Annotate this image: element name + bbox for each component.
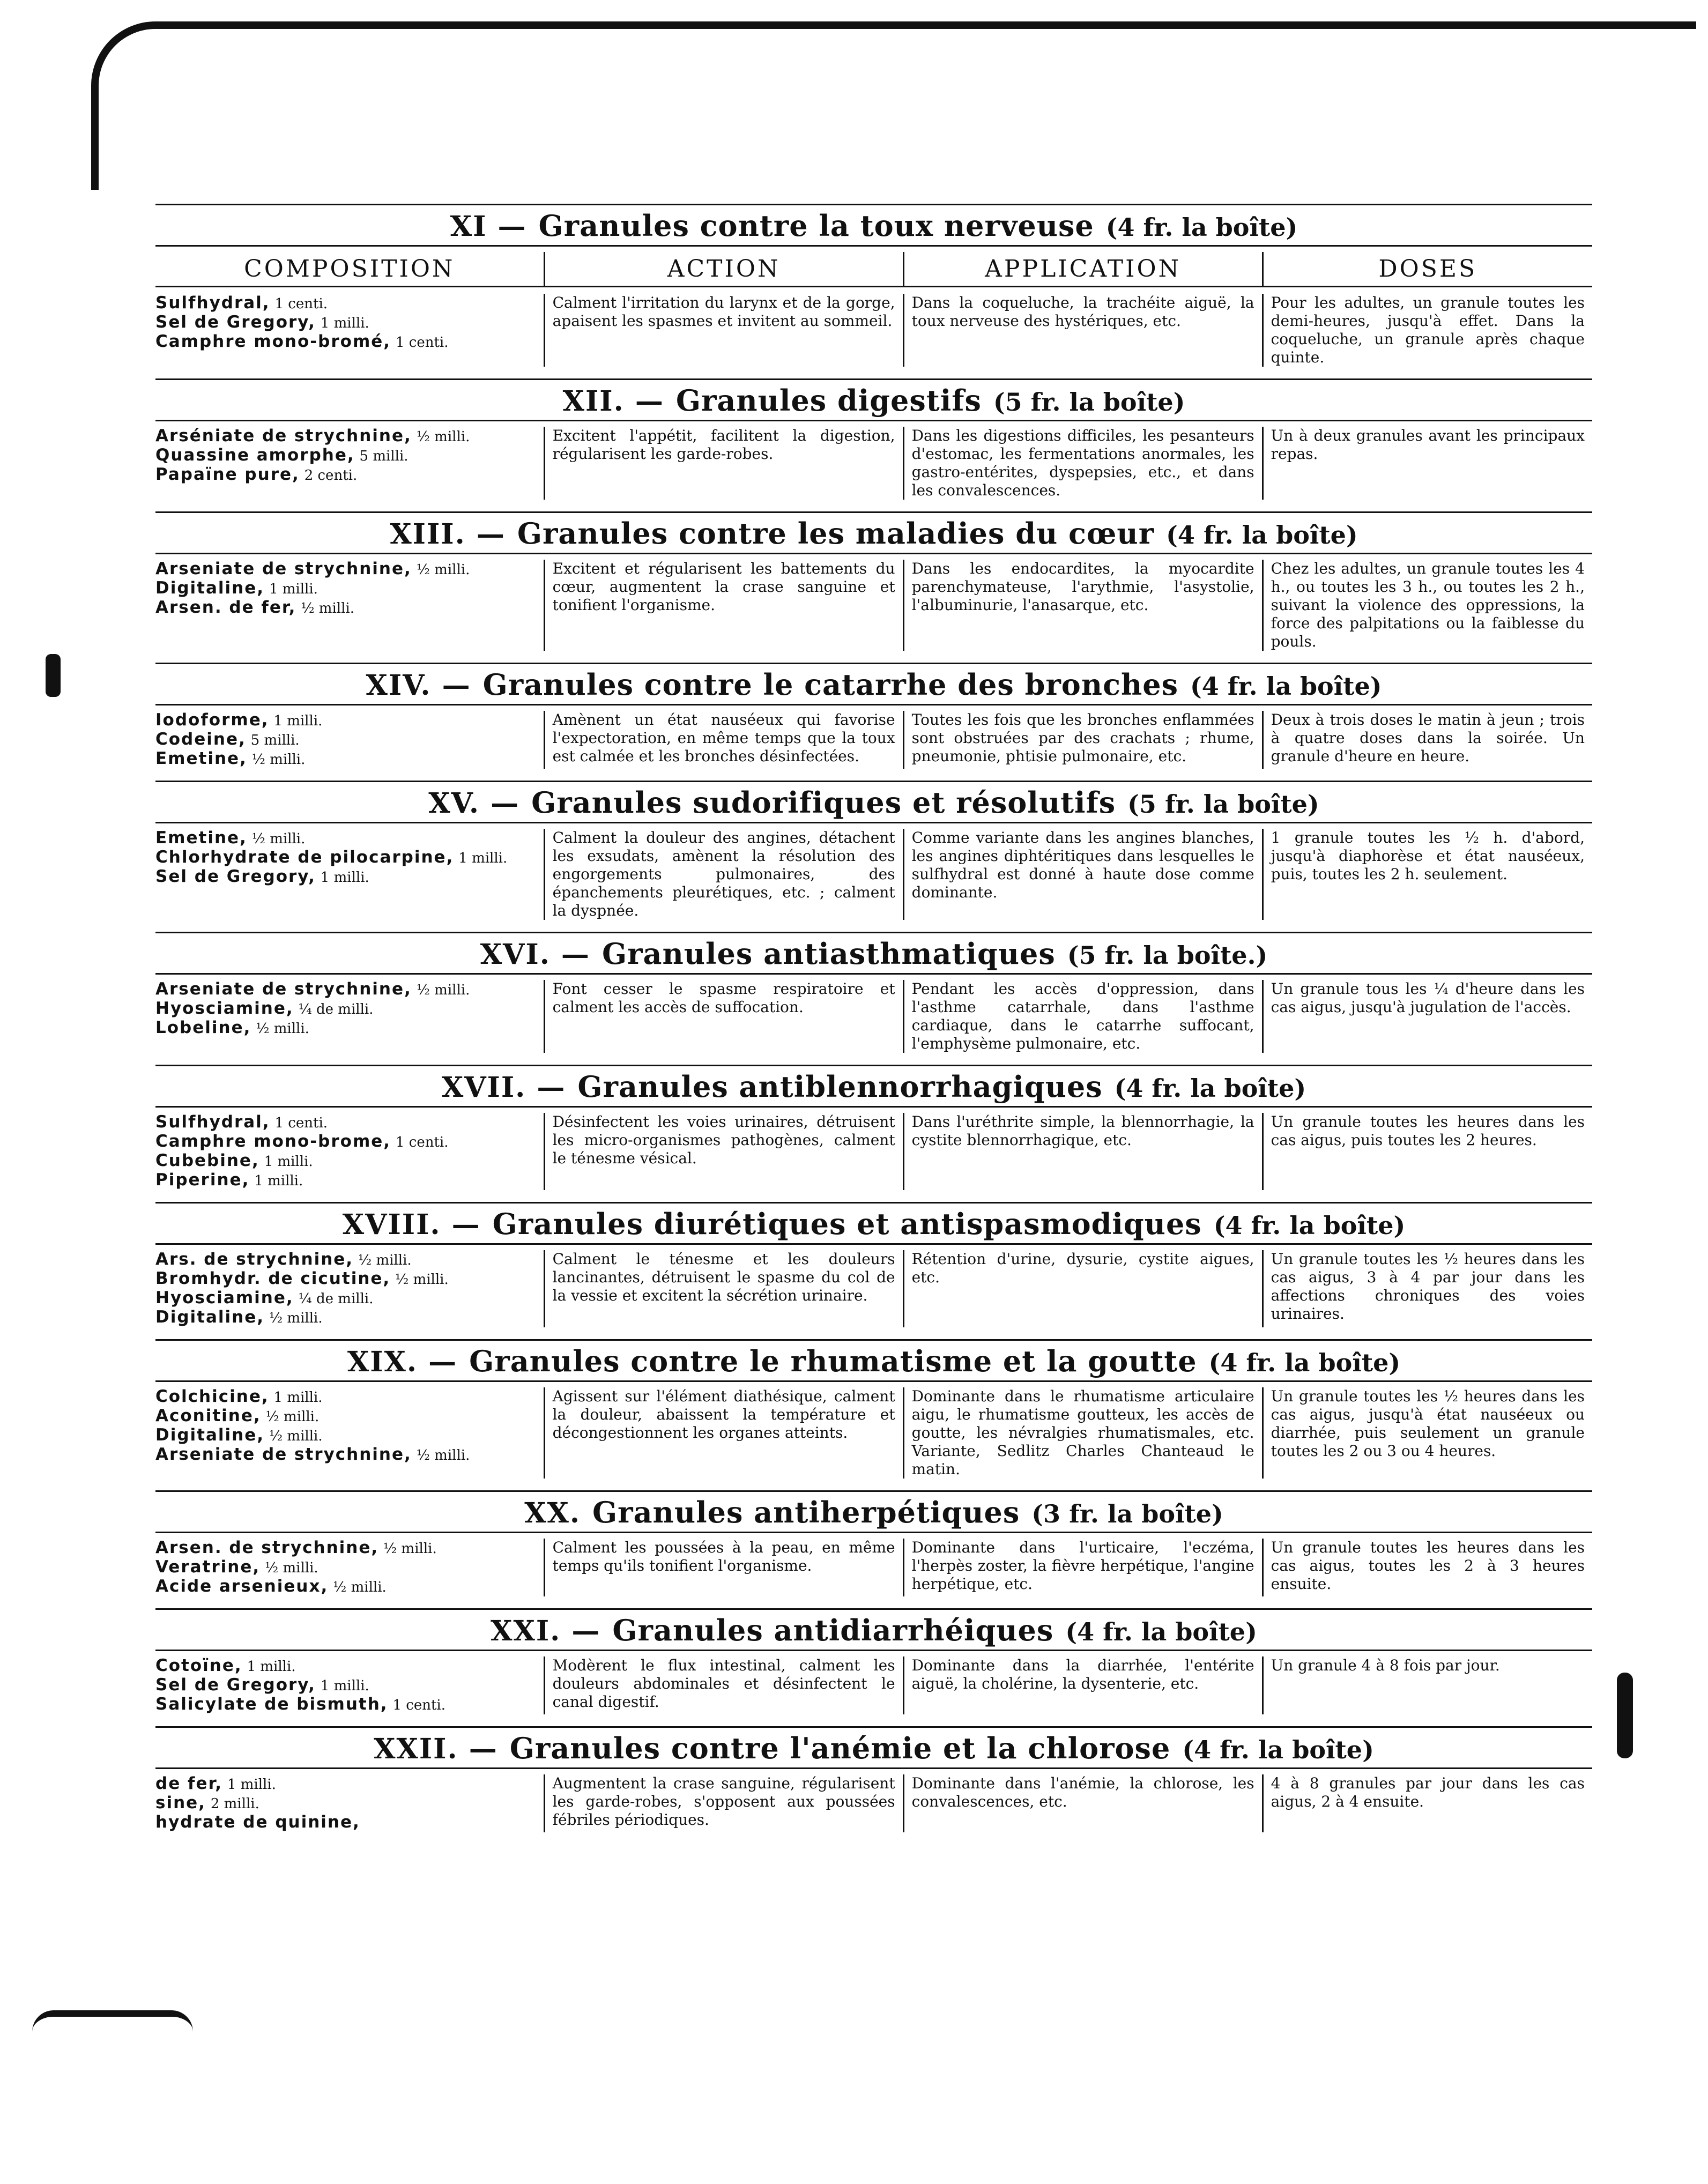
composition-cell — [155, 829, 544, 920]
composition-cell — [155, 1774, 544, 1832]
ingredient — [155, 1445, 536, 1465]
ingredient — [155, 1695, 536, 1714]
composition-cell — [155, 711, 544, 769]
ingredient-name: Sulfhydral, — [155, 1113, 270, 1132]
ingredient-name: Camphre mono-bromé, — [155, 332, 391, 351]
composition-cell — [155, 560, 544, 651]
ingredient-name: Bromhydr. de cicutine, — [155, 1269, 391, 1288]
ingredient-dose: ½ milli. — [256, 1021, 309, 1037]
ingredient — [155, 749, 536, 769]
application-cell: Dominante dans l'urticaire, l'eczéma, l'herpès zoster, la fièvre herpétique, l'angine herpétique, etc. — [903, 1539, 1262, 1596]
section-row — [155, 1250, 1592, 1327]
ingredient — [155, 1132, 536, 1152]
doses-cell: Chez les adultes, un granule toutes les 4 h., ou toutes les 3 h., ou toutes les 2 h., suivant la violence des oppressions, la force des palpitations ou la faiblesse du pouls. — [1262, 560, 1592, 651]
ingredient-dose: ½ milli. — [269, 1310, 323, 1326]
ingredient — [155, 560, 536, 579]
section-heading — [155, 663, 1592, 705]
doses-cell: Un granule tous les ¼ d'heure dans les cas aigus, jusqu'à jugulation de l'accès. — [1262, 980, 1592, 1053]
ingredient — [155, 1774, 536, 1794]
section-title: Granules diurétiques et antispasmodiques — [492, 1207, 1202, 1241]
ingredient-name: Sulfhydral, — [155, 294, 270, 313]
section-number: XIX. — — [347, 1346, 458, 1378]
composition-cell — [155, 1656, 544, 1714]
ingredient — [155, 313, 536, 332]
section-row — [155, 1774, 1592, 1832]
section-row — [155, 427, 1592, 500]
granule-section — [155, 378, 1592, 511]
section-price: (4 fr. la boîte) — [1182, 1735, 1374, 1764]
composition-cell — [155, 1387, 544, 1479]
ingredient-dose: 1 centi. — [395, 335, 449, 351]
ingredient-dose: 2 centi. — [304, 467, 358, 484]
ingredient-dose: 1 milli. — [254, 1173, 303, 1189]
ingredient — [155, 465, 536, 485]
section-heading — [155, 204, 1592, 247]
application-cell: Toutes les fois que les bronches enflammées sont obstruées par des crachats ; rhume, pneumonie, phtisie pulmonaire, etc. — [903, 711, 1262, 769]
composition-cell — [155, 1539, 544, 1596]
ingredient-name: hydrate de quinine, — [155, 1812, 360, 1832]
composition-cell — [155, 1250, 544, 1327]
ingredient — [155, 1577, 536, 1596]
ingredient — [155, 1407, 536, 1426]
section-row — [155, 294, 1592, 367]
ingredient — [155, 579, 536, 598]
action-cell: Calment les poussées à la peau, en même temps qu'ils tonifient l'organisme. — [544, 1539, 903, 1596]
section-heading — [155, 378, 1592, 421]
ingredient-dose: ½ milli. — [251, 831, 306, 847]
ingredient-dose: ½ milli. — [269, 1428, 323, 1444]
ingredient-dose: 1 centi. — [395, 1134, 449, 1150]
ingredient — [155, 1113, 536, 1132]
granule-section — [155, 781, 1592, 932]
ingredient-dose: ½ milli. — [416, 1447, 470, 1464]
ingredient-name: Codeine, — [155, 730, 246, 749]
ingredient-dose: 1 milli. — [320, 1678, 369, 1694]
action-cell: Augmentent la crase sanguine, régularisent les garde-robes, s'opposent aux poussées fébriles périodiques. — [544, 1774, 903, 1832]
ingredient — [155, 1171, 536, 1190]
ingredient-name: Arseniate de strychnine, — [155, 980, 412, 999]
ingredient-dose: ½ milli. — [265, 1560, 318, 1576]
composition-cell — [155, 427, 544, 500]
ingredient-dose: 1 milli. — [273, 1390, 323, 1406]
section-heading — [155, 1490, 1592, 1533]
application-cell: Dans les digestions difficiles, les pesanteurs d'estomac, les fermentations anormales, les gastro-entérites, dyspepsies, etc., et dans les convalescences. — [903, 427, 1262, 500]
section-title: Granules contre les maladies du cœur — [517, 516, 1155, 551]
section-number: XIV. — — [366, 669, 471, 702]
ingredient-dose: 1 milli. — [273, 713, 323, 729]
section-heading — [155, 1726, 1592, 1769]
column-header: APPLICATION — [903, 252, 1262, 286]
column-header: ACTION — [544, 252, 903, 286]
ingredient-name: Arseniate de strychnine, — [155, 1445, 412, 1464]
action-cell: Amènent un état nauséeux qui favorise l'expectoration, en même temps que la toux est calmée et les bronches désinfectées. — [544, 711, 903, 769]
granule-section — [155, 932, 1592, 1065]
ingredient — [155, 1539, 536, 1558]
section-price: (3 fr. la boîte) — [1031, 1499, 1223, 1528]
ingredient — [155, 598, 536, 618]
section-row — [155, 1539, 1592, 1596]
section-row — [155, 711, 1592, 769]
ingredient-name: Aconitine, — [155, 1406, 261, 1425]
granule-section — [155, 1726, 1592, 1844]
action-cell: Font cesser le spasme respiratoire et calment les accès de suffocation. — [544, 980, 903, 1053]
action-cell: Agissent sur l'élément diathésique, calment la douleur, abaissent la température et décongestionnent les organes atteints. — [544, 1387, 903, 1479]
section-heading — [155, 1202, 1592, 1245]
ingredient-dose: 1 milli. — [269, 581, 318, 597]
ingredient-dose: ½ milli. — [416, 562, 470, 578]
application-cell: Dominante dans l'anémie, la chlorose, les convalescences, etc. — [903, 1774, 1262, 1832]
section-price: (5 fr. la boîte) — [1127, 790, 1319, 819]
ingredient-name: sine, — [155, 1793, 206, 1812]
ingredient-dose: 1 milli. — [320, 870, 369, 886]
application-cell: Dominante dans la diarrhée, l'entérite aiguë, la cholérine, la dysenterie, etc. — [903, 1656, 1262, 1714]
granule-section — [155, 1608, 1592, 1726]
ingredient-name: Quassine amorphe, — [155, 445, 355, 465]
section-number: XXI. — — [491, 1615, 601, 1647]
ingredient-dose: ½ milli. — [251, 752, 306, 768]
ingredient-dose: 1 milli. — [320, 315, 369, 331]
ingredient-name: Camphre mono-brome, — [155, 1132, 391, 1151]
ingredient-dose: ½ milli. — [416, 982, 470, 998]
ingredient — [155, 1308, 536, 1327]
ingredient-name: Lobeline, — [155, 1018, 251, 1037]
section-number: XV. — — [428, 787, 520, 820]
ingredient — [155, 1019, 536, 1038]
application-cell: Dans la coqueluche, la trachéite aiguë, la toux nerveuse des hystériques, etc. — [903, 294, 1262, 367]
doses-cell: 4 à 8 granules par jour dans les cas aigus, 2 à 4 ensuite. — [1262, 1774, 1592, 1832]
ingredient-dose: ½ milli. — [333, 1579, 387, 1595]
granule-section — [155, 1339, 1592, 1490]
action-cell: Excitent l'appétit, facilitent la digestion, régularisent les garde-robes. — [544, 427, 903, 500]
section-price: (5 fr. la boîte) — [993, 388, 1185, 417]
ingredient-name: Sel de Gregory, — [155, 313, 316, 332]
section-number: XXII. — — [374, 1733, 498, 1765]
ingredient-dose: ½ milli. — [416, 429, 470, 445]
section-price: (4 fr. la boîte) — [1114, 1074, 1306, 1103]
section-heading — [155, 781, 1592, 823]
ingredient-dose: 5 milli. — [250, 732, 300, 748]
ingredient — [155, 1250, 536, 1269]
section-heading — [155, 1065, 1592, 1108]
section-number: XVII. — — [441, 1071, 566, 1104]
ink-blot-right — [1617, 1673, 1633, 1758]
ingredient-dose: ½ milli. — [358, 1252, 412, 1268]
ingredient-dose: 2 milli. — [210, 1796, 259, 1812]
section-title: Granules antidiarrhéiques — [612, 1613, 1054, 1647]
ingredient — [155, 1656, 536, 1676]
section-number: XIII. — — [390, 518, 506, 551]
ingredient-name: Papaïne pure, — [155, 465, 300, 484]
section-row — [155, 1656, 1592, 1714]
ingredient — [155, 1152, 536, 1171]
composition-cell — [155, 980, 544, 1053]
ingredient-name: Arsen. de fer, — [155, 598, 296, 617]
section-number: XX. — [524, 1497, 581, 1529]
ingredient-name: Sel de Gregory, — [155, 1675, 316, 1695]
ingredient-dose: 1 centi. — [274, 296, 328, 312]
section-row — [155, 1387, 1592, 1479]
ingredient-name: Digitaline, — [155, 1425, 265, 1445]
ingredient — [155, 1269, 536, 1289]
ingredient-name: Ars. de strychnine, — [155, 1250, 354, 1269]
action-cell: Modèrent le flux intestinal, calment les douleurs abdominales et désinfectent le canal digestif. — [544, 1656, 903, 1714]
ingredient-name: Emetine, — [155, 749, 247, 768]
section-price: (4 fr. la boîte) — [1166, 521, 1358, 549]
section-heading — [155, 932, 1592, 975]
ingredient — [155, 446, 536, 465]
granule-section — [155, 1490, 1592, 1608]
section-row — [155, 980, 1592, 1053]
ingredient-name: Arseniate de strychnine, — [155, 560, 412, 578]
section-price: (4 fr. la boîte) — [1213, 1211, 1406, 1240]
granule-section — [155, 511, 1592, 663]
ingredient — [155, 1676, 536, 1695]
action-cell: Excitent et régularisent les battements du cœur, augmentent la crase sanguine et tonifient l'organisme. — [544, 560, 903, 651]
ingredient-name: Veratrine, — [155, 1557, 261, 1577]
doses-cell: Pour les adultes, un granule toutes les demi-heures, jusqu'à effet. Dans la coqueluche, un granule après chaque quinte. — [1262, 294, 1592, 367]
section-title: Granules antiherpétiques — [592, 1495, 1020, 1529]
ingredient — [155, 730, 536, 749]
ingredient-dose: 1 milli. — [227, 1777, 276, 1793]
ingredient — [155, 1387, 536, 1407]
application-cell: Dominante dans le rhumatisme articulaire aigu, le rhumatisme goutteux, les accès de goutte, les névralgies rhumatismales, etc. Variante, Sedlitz Charles Chanteaud le matin. — [903, 1387, 1262, 1479]
section-price: (4 fr. la boîte) — [1065, 1617, 1257, 1646]
ingredient-name: Piperine, — [155, 1170, 250, 1190]
application-cell: Comme variante dans les angines blanches, les angines diphtéritiques dans lesquelles le sulfhydral est donné à haute dose comme dominante. — [903, 829, 1262, 920]
section-row — [155, 1113, 1592, 1190]
ingredient — [155, 1289, 536, 1308]
ingredient-dose: 5 milli. — [359, 448, 409, 464]
section-title: Granules contre l'anémie et la chlorose — [509, 1731, 1171, 1765]
section-price: (5 fr. la boîte.) — [1067, 941, 1268, 970]
ingredient-dose: ¼ de milli. — [298, 1001, 374, 1017]
ingredient — [155, 1794, 536, 1813]
section-row — [155, 829, 1592, 920]
section-heading — [155, 511, 1592, 554]
ingredient-dose: 1 milli. — [458, 850, 508, 866]
application-cell: Rétention d'urine, dysurie, cystite aigues, etc. — [903, 1250, 1262, 1327]
ingredient-name: Cubebine, — [155, 1151, 259, 1170]
doses-cell: Un granule toutes les ½ heures dans les cas aigus, 3 à 4 par jour dans les affections chroniques des voies urinaires. — [1262, 1250, 1592, 1327]
section-title: Granules contre la toux nerveuse — [538, 209, 1094, 243]
ingredient — [155, 711, 536, 730]
action-cell: Calment le ténesme et les douleurs lancinantes, détruisent le spasme du col de la vessie et excitent la sécrétion urinaire. — [544, 1250, 903, 1327]
granule-section — [155, 204, 1592, 378]
ingredient — [155, 1813, 536, 1832]
ingredient-name: Digitaline, — [155, 1308, 265, 1327]
doses-cell: Deux à trois doses le matin à jeun ; trois à quatre doses dans la soirée. Un granule d'heure en heure. — [1262, 711, 1592, 769]
torn-corner — [32, 2010, 193, 2049]
section-heading — [155, 1339, 1592, 1382]
ingredient-name: Digitaline, — [155, 578, 265, 598]
column-headers — [155, 252, 1592, 287]
ingredient-dose: 1 centi. — [274, 1115, 328, 1131]
section-number: XVI. — — [480, 938, 590, 971]
application-cell: Pendant les accès d'oppression, dans l'asthme catarrhale, dans l'asthme cardiaque, dans le catarrhe suffocant, l'emphysème pulmonaire, etc. — [903, 980, 1262, 1053]
section-title: Granules antiasthmatiques — [601, 937, 1056, 971]
ingredient-dose: 1 centi. — [392, 1697, 446, 1713]
doses-cell: Un granule toutes les heures dans les cas aigus, puis toutes les 2 heures. — [1262, 1113, 1592, 1190]
ingredient-name: Hyosciamine, — [155, 1288, 294, 1308]
ingredient-name: Colchicine, — [155, 1387, 269, 1406]
doses-cell: Un granule toutes les heures dans les cas aigus, toutes les 2 à 3 heures ensuite. — [1262, 1539, 1592, 1596]
ingredient-name: Emetine, — [155, 829, 247, 848]
ingredient-name: Hyosciamine, — [155, 999, 294, 1018]
ingredient-name: de fer, — [155, 1774, 223, 1793]
ingredient — [155, 867, 536, 887]
composition-cell — [155, 1113, 544, 1190]
granule-section — [155, 1065, 1592, 1202]
column-header: DOSES — [1262, 252, 1592, 286]
ingredient — [155, 332, 536, 352]
section-title: Granules digestifs — [675, 383, 982, 418]
section-number: XVIII. — — [342, 1208, 481, 1241]
ingredient — [155, 829, 536, 848]
page-torn-border — [91, 21, 1696, 190]
application-cell: Dans l'uréthrite simple, la blennorrhagie, la cystite blennorrhagique, etc. — [903, 1113, 1262, 1190]
ingredient-name: Sel de Gregory, — [155, 867, 316, 886]
ingredient-dose: ½ milli. — [383, 1541, 437, 1557]
ingredient — [155, 1558, 536, 1577]
ingredient-name: Chlorhydrate de pilocarpine, — [155, 848, 454, 867]
granule-section — [155, 1202, 1592, 1339]
ingredient — [155, 999, 536, 1019]
section-title: Granules contre le rhumatisme et la goutte — [469, 1344, 1197, 1378]
action-cell: Désinfectent les voies urinaires, détruisent les micro-organismes pathogènes, calment le ténesme vésical. — [544, 1113, 903, 1190]
section-heading — [155, 1608, 1592, 1651]
doses-cell: Un à deux granules avant les principaux repas. — [1262, 427, 1592, 500]
ingredient-dose: 1 milli. — [247, 1659, 296, 1675]
ingredient-dose: ¼ de milli. — [298, 1291, 374, 1307]
doses-cell: Un granule 4 à 8 fois par jour. — [1262, 1656, 1592, 1714]
action-cell: Calment la douleur des angines, détachent les exsudats, amènent la résolution des engorgements pulmonaires, des épanchements pleurétiques, etc. ; calment la dyspnée. — [544, 829, 903, 920]
document-body — [155, 204, 1592, 1844]
ingredient-dose: ½ milli. — [395, 1272, 449, 1288]
ingredient — [155, 1426, 536, 1445]
section-price: (4 fr. la boîte) — [1208, 1348, 1401, 1377]
action-cell: Calment l'irritation du larynx et de la gorge, apaisent les spasmes et invitent au sommeil. — [544, 294, 903, 367]
ink-blot-left — [46, 654, 61, 697]
ingredient — [155, 848, 536, 867]
doses-cell: Un granule toutes les ½ heures dans les cas aigus, jusqu'à état nauséeux ou diarrhée, puis seulement un granule toutes les 2 ou 3 ou 4 heures. — [1262, 1387, 1592, 1479]
section-title: Granules contre le catarrhe des bronches — [482, 667, 1178, 702]
application-cell: Dans les endocardites, la myocardite parenchymateuse, l'arythmie, l'asystolie, l'albuminurie, l'anasarque, etc. — [903, 560, 1262, 651]
ingredient-name: Arséniate de strychnine, — [155, 427, 412, 445]
section-row — [155, 560, 1592, 651]
column-header: COMPOSITION — [244, 255, 455, 283]
ingredient — [155, 294, 536, 313]
section-number: XI — — [450, 210, 527, 243]
granule-section — [155, 663, 1592, 781]
ingredient-dose: 1 milli. — [264, 1154, 313, 1170]
section-number: XII. — — [562, 385, 664, 418]
ingredient-name: Salicylate de bismuth, — [155, 1695, 388, 1714]
ingredient — [155, 980, 536, 999]
composition-cell — [155, 294, 544, 367]
ingredient — [155, 427, 536, 446]
ingredient-dose: ½ milli. — [301, 600, 354, 616]
doses-cell: 1 granule toutes les ½ h. d'abord, jusqu'à diaphorèse et état nauséeux, puis, toutes les 2 h. seulement. — [1262, 829, 1592, 920]
ingredient-name: Iodoforme, — [155, 711, 269, 730]
ingredient-name: Arsen. de strychnine, — [155, 1539, 379, 1557]
ingredient-name: Cotoïne, — [155, 1656, 242, 1675]
section-price: (4 fr. la boîte) — [1190, 672, 1382, 701]
ingredient-dose: ½ milli. — [265, 1409, 320, 1425]
section-title: Granules antiblennorrhagiques — [577, 1069, 1103, 1104]
section-title: Granules sudorifiques et résolutifs — [531, 785, 1116, 820]
section-price: (4 fr. la boîte) — [1105, 213, 1298, 242]
ingredient-name: Acide arsenieux, — [155, 1577, 329, 1596]
